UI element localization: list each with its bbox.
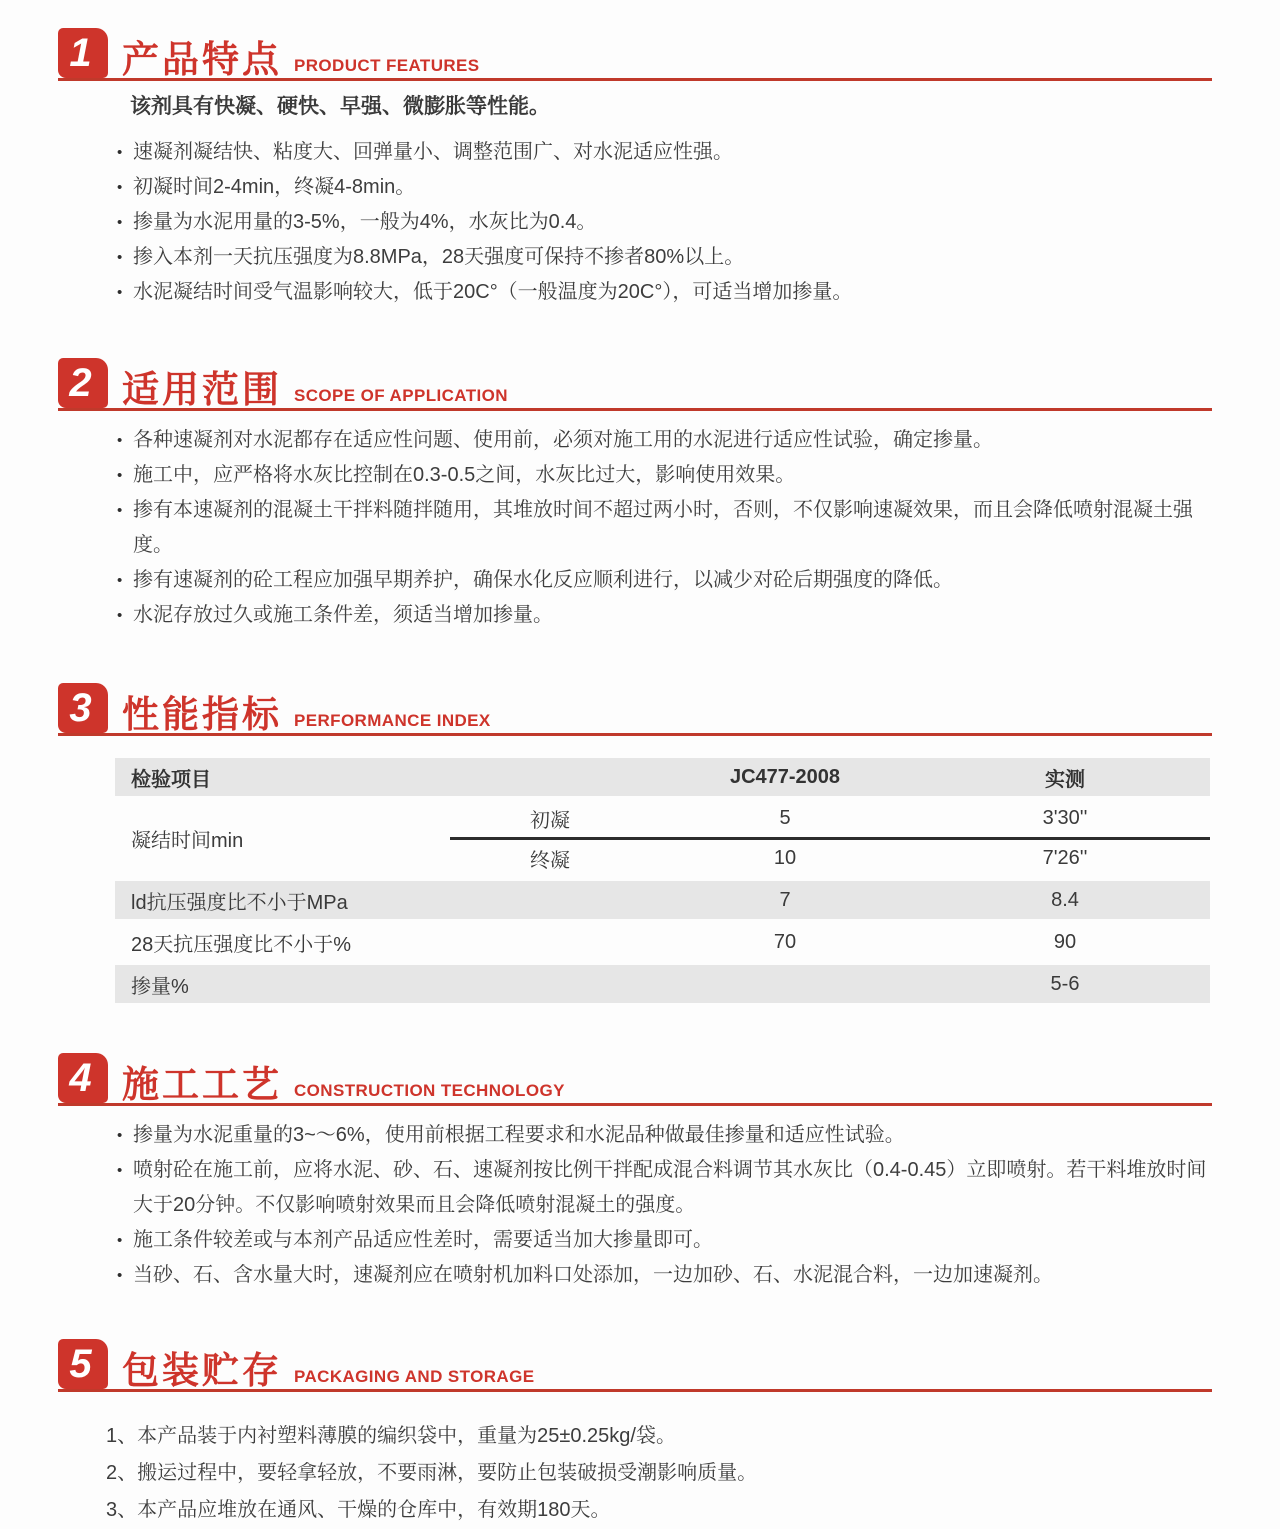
section-title: 施工工艺 bbox=[122, 1063, 282, 1105]
bullet-list bbox=[115, 423, 1212, 633]
table-cell-item: 掺量% bbox=[131, 975, 189, 998]
section-header bbox=[58, 1053, 1212, 1106]
section-header bbox=[58, 683, 1212, 736]
numbered-list bbox=[106, 1418, 1212, 1529]
table-subrow-final-set bbox=[450, 840, 1210, 877]
section-number-badge: 2 bbox=[58, 358, 108, 408]
numbered-item: 1、本产品装于内衬塑料薄膜的编织袋中，重量为25±0.25kg/袋。 bbox=[106, 1425, 676, 1447]
bullet-item: • 水泥凝结时间受气温影响较大，低于20C°（一般温度为20C°），可适当增加掺量。 bbox=[115, 275, 1212, 310]
section-title: 包装贮存 bbox=[122, 1349, 282, 1391]
table-cell-measured: 7'26'' bbox=[1042, 847, 1088, 869]
bullet-list bbox=[115, 135, 1212, 310]
bullet-item: • 各种速凝剂对水泥都存在适应性问题、使用前，必须对施工用的水泥进行适应性试验，确定掺量。 bbox=[115, 423, 1212, 458]
section-product-features bbox=[58, 28, 1212, 310]
section-titles bbox=[122, 693, 491, 735]
section-subtitle: PACKAGING AND STORAGE bbox=[294, 1367, 535, 1386]
table-cell-measured: 90 bbox=[1053, 930, 1077, 953]
table-cell-measured: 8.4 bbox=[1051, 888, 1079, 911]
section-number-badge: 5 bbox=[58, 1339, 108, 1389]
section-subtitle: PERFORMANCE INDEX bbox=[294, 711, 491, 730]
section-subtitle: CONSTRUCTION TECHNOLOGY bbox=[294, 1081, 565, 1100]
bullet-item: • 当砂、石、含水量大时，速凝剂应在喷射机加料口处添加，一边加砂、石、水泥混合料，一边加速凝剂。 bbox=[115, 1258, 1212, 1293]
numbered-item: 2、搬运过程中，要轻拿轻放，不要雨淋，要防止包装破损受潮影响质量。 bbox=[106, 1462, 758, 1484]
performance-table bbox=[115, 758, 1210, 1003]
table-row bbox=[115, 881, 1210, 919]
table-header-item: 检验项目 bbox=[131, 768, 211, 791]
section-intro: 该剂具有快凝、硬快、早强、微膨胀等性能。 bbox=[130, 95, 550, 118]
table-row bbox=[115, 923, 1210, 961]
bullet-item: • 施工中，应严格将水灰比控制在0.3-0.5之间，水灰比过大，影响使用效果。 bbox=[115, 458, 1212, 493]
section-header bbox=[58, 358, 1212, 411]
bullet-list bbox=[115, 1118, 1212, 1293]
table-header-row bbox=[115, 758, 1210, 796]
bullet-item: • 水泥存放过久或施工条件差，须适当增加掺量。 bbox=[115, 598, 1212, 633]
bullet-item: • 掺量为水泥重量的3~～6%，使用前根据工程要求和水泥品种做最佳掺量和适应性试验。 bbox=[115, 1118, 1212, 1153]
table-header-measured: 实测 bbox=[1045, 768, 1085, 791]
section-construction-technology bbox=[58, 1053, 1212, 1293]
table-cell-standard: 10 bbox=[773, 847, 797, 869]
section-title: 适用范围 bbox=[122, 368, 282, 410]
table-cell-item: 凝结时间min bbox=[131, 830, 244, 852]
setting-subrows bbox=[450, 800, 1210, 877]
table-cell-measured: 3'30'' bbox=[1042, 807, 1088, 829]
table-subrow-initial-set bbox=[450, 800, 1210, 837]
table-cell-item: ld抗压强度比不小于MPa bbox=[131, 891, 348, 914]
table-cell-sublabel: 初凝 bbox=[530, 810, 570, 832]
section-titles bbox=[122, 1349, 535, 1391]
numbered-item: 3、本产品应堆放在通风、干燥的仓库中，有效期180天。 bbox=[106, 1499, 611, 1521]
section-scope-of-application bbox=[58, 358, 1212, 633]
bullet-item: • 掺有速凝剂的砼工程应加强早期养护，确保水化反应顺利进行，以减少对砼后期强度的降低。 bbox=[115, 563, 1212, 598]
section-performance-index bbox=[58, 683, 1212, 1003]
section-subtitle: SCOPE OF APPLICATION bbox=[294, 386, 508, 405]
table-cell-item: 28天抗压强度比不小于% bbox=[131, 933, 352, 956]
bullet-item: • 掺量为水泥用量的3-5%，一般为4%，水灰比为0.4。 bbox=[115, 205, 1212, 240]
table-cell-standard: 5 bbox=[779, 807, 791, 829]
bullet-item: • 速凝剂凝结快、粘度大、回弹量小、调整范围广、对水泥适应性强。 bbox=[115, 135, 1212, 170]
table-row bbox=[115, 965, 1210, 1003]
table-row-setting-time bbox=[115, 800, 1210, 877]
section-title: 产品特点 bbox=[122, 38, 282, 80]
bullet-item: • 掺有本速凝剂的混凝土干拌料随拌随用，其堆放时间不超过两小时，否则，不仅影响速凝效果，而且会降低喷射混凝土强度。 bbox=[115, 493, 1212, 563]
table-header-standard: JC477-2008 bbox=[729, 765, 841, 788]
table-cell-sublabel: 终凝 bbox=[530, 850, 570, 872]
section-packaging-and-storage bbox=[58, 1339, 1212, 1529]
section-header bbox=[58, 28, 1212, 81]
bullet-item: • 掺入本剂一天抗压强度为8.8MPa，28天强度可保持不掺者80%以上。 bbox=[115, 240, 1212, 275]
section-number-badge: 4 bbox=[58, 1053, 108, 1103]
bullet-item: • 喷射砼在施工前，应将水泥、砂、石、速凝剂按比例干拌配成混合料调节其水灰比（0.4-0.45）立即喷射。若干料堆放时间大于20分钟。不仅影响喷射效果而且会降低喷射混凝土的强度。 bbox=[115, 1153, 1212, 1223]
bullet-item: • 初凝时间2-4min，终凝4-8min。 bbox=[115, 170, 1212, 205]
section-header bbox=[58, 1339, 1212, 1392]
section-titles bbox=[122, 1063, 565, 1105]
section-subtitle: PRODUCT FEATURES bbox=[294, 56, 480, 75]
section-number-badge: 1 bbox=[58, 28, 108, 78]
table-cell-measured: 5-6 bbox=[1050, 972, 1080, 995]
section-number-badge: 3 bbox=[58, 683, 108, 733]
table-cell-standard: 7 bbox=[779, 888, 791, 911]
bullet-item: • 施工条件较差或与本剂产品适应性差时，需要适当加大掺量即可。 bbox=[115, 1223, 1212, 1258]
section-titles bbox=[122, 368, 508, 410]
section-titles bbox=[122, 38, 480, 80]
section-title: 性能指标 bbox=[122, 693, 282, 735]
table-cell-standard: 70 bbox=[773, 930, 797, 953]
